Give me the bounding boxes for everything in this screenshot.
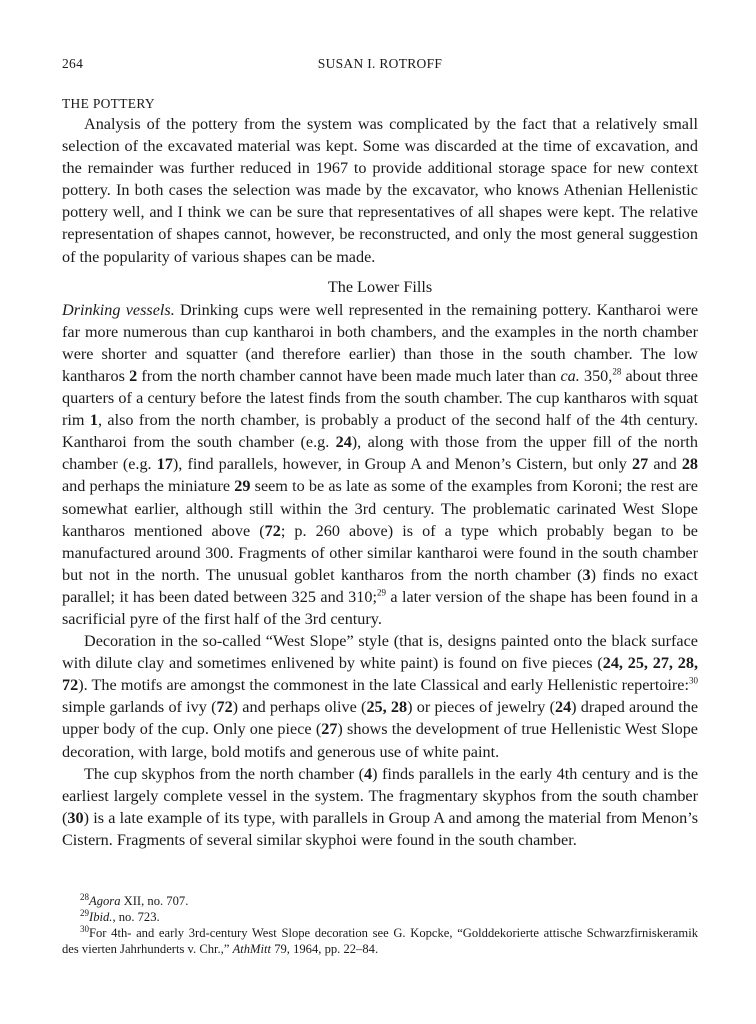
paragraph-skyphos xyxy=(62,763,698,851)
catalog-ref: 72 xyxy=(216,698,233,717)
text-run: ) shows the development of true Hellenistic West Slope decoration, with large, bold motifs and generous use of white paint. xyxy=(62,720,698,761)
abbrev-italic: ca. xyxy=(560,366,580,385)
text-run: ) draped around the upper body of the cup. Only one piece ( xyxy=(62,698,699,739)
footnotes xyxy=(62,893,698,957)
text-run: ) and perhaps olive ( xyxy=(232,698,367,717)
paragraph-drinking-vessels xyxy=(62,299,698,630)
footnote-28 xyxy=(62,893,698,909)
footnote-number: 28 xyxy=(80,891,89,902)
text-run: ) is a late example of its type, with parallels in Group A and among the material from Menon’s Cistern. Fragments of several similar skyphoi were found in the south chamber. xyxy=(62,808,698,849)
footnote-marker: 28 xyxy=(612,366,622,377)
footnote-title: Agora xyxy=(89,894,121,908)
catalog-ref: 27 xyxy=(321,720,338,739)
catalog-ref: 24 xyxy=(554,698,572,717)
catalog-ref: 28 xyxy=(681,455,698,474)
text-run: and perhaps the miniature xyxy=(62,477,235,496)
text-run: simple garlands of ivy ( xyxy=(62,698,217,717)
text-run: ), along with those from the upper fill of the north chamber (e.g. xyxy=(62,433,698,474)
paragraph-west-slope xyxy=(62,630,698,763)
footnote-text: , no. 723. xyxy=(112,910,160,924)
intro-paragraph: Analysis of the pottery from the system was complicated by the fact that a relatively small selection of the excavated material was kept. Some was discarded at the time of excavation, and the remainder was further reduced in 1967 to provide additional storage space for new context pottery. In both cases the selection was made by the excavator, who knows Athenian Hellenistic pottery well, and I think we can be sure that representatives of all shapes were kept. The relative representation of shapes cannot, however, be reconstructed, and only the most general suggestion of the popularity of various shapes can be made. xyxy=(62,115,698,266)
catalog-ref: 17 xyxy=(156,455,173,474)
page xyxy=(62,56,698,851)
footnote-text: 79, 1964, pp. 22–84. xyxy=(271,942,379,956)
catalog-ref: 3 xyxy=(582,565,591,584)
footnote-number: 29 xyxy=(80,907,89,918)
text-run: seem to be as late as some of the examples from Koroni; the rest are somewhat earlier, although still within the 3rd century. The problematic carinated West Slope kantharos mentioned above ( xyxy=(62,477,698,540)
text-run: ; p. 260 above) is of a type which probably began to be manufactured around 300. Fragments of other similar kantharoi were found in the south chamber but not in the north. The unusual goblet kantharos from the north chamber ( xyxy=(62,521,698,584)
page-number: 264 xyxy=(62,56,84,71)
catalog-ref: 25, 28 xyxy=(366,698,408,717)
footnote-29 xyxy=(62,909,698,925)
subheading: The Lower Fills xyxy=(327,277,433,296)
text-run: ) or pieces of jewelry ( xyxy=(407,698,555,717)
catalog-ref: 24, 25, 27, 28, 72 xyxy=(62,654,698,695)
text-run: ) finds no exact parallel; it has been dated between 325 and 310; xyxy=(62,565,698,606)
footnote-number: 30 xyxy=(80,923,89,934)
section-label: THE POTTERY xyxy=(62,96,155,111)
text-run: from the north chamber cannot have been made much later than xyxy=(137,366,561,385)
text-run: 350, xyxy=(579,366,613,385)
text-run: , also from the north chamber, is probably a product of the second half of the 4th century. Kantharoi from the south chamber (e.g. xyxy=(62,411,699,452)
footnote-marker: 30 xyxy=(689,675,698,686)
running-head xyxy=(62,56,698,76)
author-name: SUSAN I. ROTROFF xyxy=(317,56,443,71)
text-run: and xyxy=(648,455,682,474)
text-run: a later version of the shape has been found in a sacrificial pyre of the first half of the 3rd century. xyxy=(62,587,699,628)
footnote-journal: AthMitt xyxy=(232,942,272,956)
catalog-ref: 24 xyxy=(335,433,352,452)
footnote-marker: 29 xyxy=(376,587,386,598)
catalog-ref: 4 xyxy=(363,764,373,783)
footnote-text: XII, no. 707. xyxy=(120,894,189,908)
catalog-ref: 30 xyxy=(67,808,84,827)
text-run: Drinking cups were well represented in the remaining pottery. Kantharoi were far more numerous than cup kantharoi in both chambers, and the examples in the north chamber were shorter and squatter (and therefore earlier) than those in the south chamber. The low kantharos xyxy=(62,300,699,385)
catalog-ref: 29 xyxy=(234,477,251,496)
catalog-ref: 1 xyxy=(89,411,98,430)
text-run: ), find parallels, however, in Group A and Menon’s Cistern, but only xyxy=(172,455,633,474)
text-run: ) finds parallels in the early 4th century and is the earliest largely complete vessel in the system. The fragmentary skyphos from the south chamber ( xyxy=(62,764,699,827)
catalog-ref: 27 xyxy=(632,455,649,474)
footnote-title: Ibid. xyxy=(89,910,113,924)
catalog-ref: 72 xyxy=(264,521,281,540)
text-run: ). The motifs are amongst the commonest in the late Classical and early Hellenistic repertoire: xyxy=(78,676,689,695)
lead-italic: Drinking vessels. xyxy=(62,300,175,319)
text-run: about three quarters of a century before the latest finds from the south chamber. The cup kantharos with squat rim xyxy=(62,366,698,430)
footnote-30 xyxy=(62,925,698,957)
footnote-text: For 4th- and early 3rd-century West Slope decoration see G. Kopcke, “Golddekorierte attische Schwarzfirniskeramik des vierten Jahrhunderts v. Chr.,” xyxy=(62,926,698,956)
catalog-ref: 2 xyxy=(129,366,138,385)
text-run: Decoration in the so-called “West Slope” style (that is, designs painted onto the black surface with dilute clay and sometimes enlivened by white paint) is found on five pieces ( xyxy=(62,632,698,673)
text-run: The cup skyphos from the north chamber ( xyxy=(84,764,364,783)
